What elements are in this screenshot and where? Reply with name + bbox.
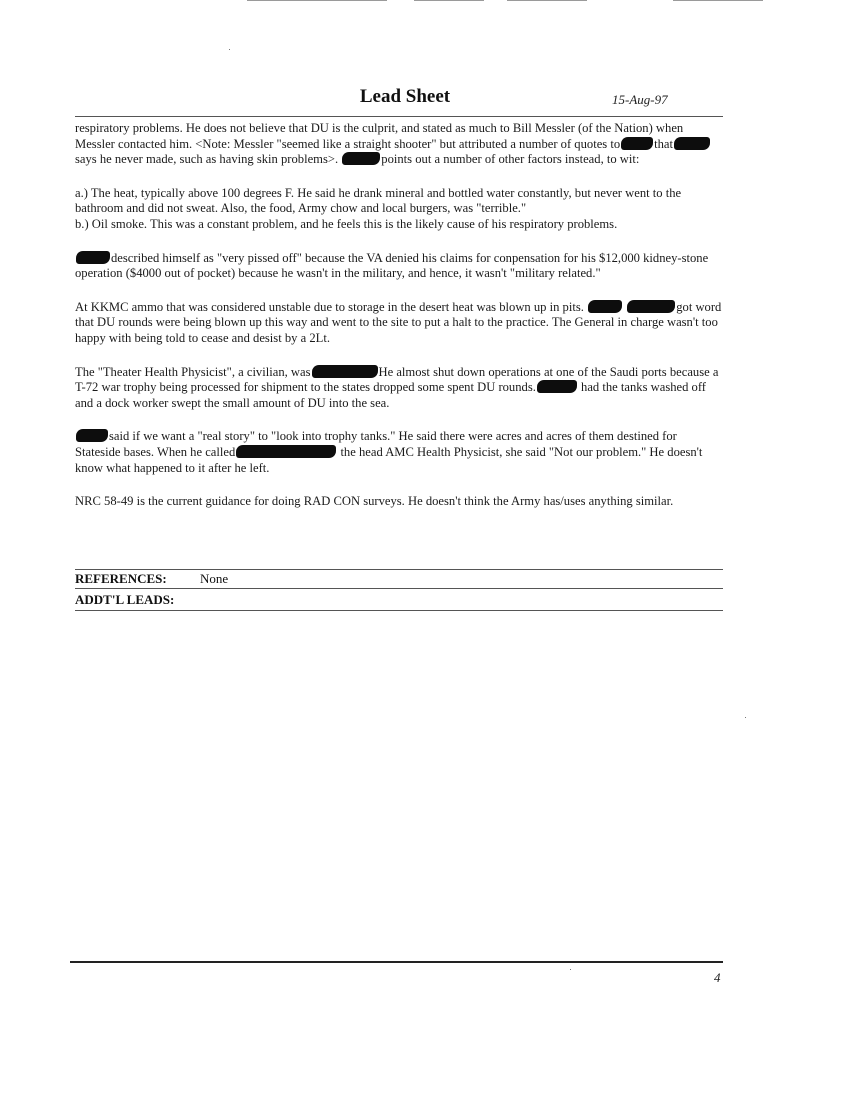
paragraph-health-physicist: The "Theater Health Physicist", a civilian, was He almost shut down operations at one of the Saudi ports because a T-72 war trophy being processed for shipment to the states dropped some spent DU rounds. had the tanks washed off and a dock worker swept the small amount of DU into the sea. — [75, 364, 719, 410]
paragraph-trophy-tanks: said if we want a "real story" to "look into trophy tanks." He said there were acres and acres of them destined for Stateside bases. When he called the head AMC Health Physicist, she said "Not our problem." He doesn't know what happened to it after he left. — [75, 429, 703, 475]
paragraph-nrc-guidance: NRC 58-49 is the current guidance for doing RAD CON surveys. He doesn't think the Army has/uses anything similar. — [75, 494, 674, 509]
redaction-block — [236, 445, 336, 458]
paragraph-respiratory: respiratory problems. He does not believe that DU is the culprit, and stated as much to Bill Messler (of the Nation) when Messler contacted him. <Note: Messler "seemed like a straight shooter" but attributed a number of quotes to thatsays he never made, such as having skin problems>. points out a number of other factors instead, to wit: — [75, 121, 723, 168]
addtl-leads-label: ADDT'L LEADS: — [75, 592, 175, 607]
paragraph-va-claim: described himself as "very pissed off" because the VA denied his claims for conpensation for his $12,000 kidney-stone operation ($4000 out of pocket) because he wasn't in the military, and hence, it wasn't "military related." — [75, 250, 709, 281]
redaction-block — [621, 137, 653, 150]
page-title: Lead Sheet — [359, 86, 451, 107]
paragraph-kkmc-ammo: At KKMC ammo that was considered unstable due to storage in the desert heat was blown up in pits. got word that DU rounds were being blown up this way and went to the site to put a halt to the practice. The General in charge wasn't too happy with being told to cease and desist by a 2Lt. — [75, 299, 722, 345]
top-edge-line-2 — [414, 0, 484, 1]
lead-sheet-body — [75, 121, 723, 510]
references-label: REFERENCES: — [75, 571, 167, 586]
addtl-leads-rule — [75, 610, 723, 611]
page-number: 4 — [714, 970, 721, 985]
scan-speck — [570, 969, 571, 970]
references-value: None — [200, 571, 229, 586]
redaction-block — [537, 380, 577, 393]
header-date: 15-Aug-97 — [612, 92, 668, 107]
redaction-block — [674, 137, 710, 150]
header-rule — [75, 116, 723, 117]
references-rule-bottom — [75, 588, 723, 589]
redaction-block — [627, 300, 675, 313]
references-rule-top — [75, 569, 723, 570]
top-edge-line-1 — [247, 0, 387, 1]
top-edge-line-4 — [673, 0, 763, 1]
top-edge-line-3 — [507, 0, 587, 1]
redaction-block — [76, 251, 110, 264]
list-item-oil-smoke: b.) Oil smoke. This was a constant problem, and he feels this is the likely cause of his respiratory problems. — [75, 216, 618, 231]
redaction-block — [312, 365, 378, 378]
scan-speck — [745, 717, 746, 718]
redaction-block — [76, 429, 108, 442]
redaction-block — [342, 152, 380, 165]
list-item-heat: a.) The heat, typically above 100 degrees F. He said he drank mineral and bottled water constantly, but never went to the bathroom and did not sweat. Also, the food, Army chow and local burgers, was "terrible." — [75, 185, 682, 216]
redaction-block — [588, 300, 622, 313]
footer-rule — [70, 961, 723, 963]
scan-speck — [229, 49, 230, 50]
